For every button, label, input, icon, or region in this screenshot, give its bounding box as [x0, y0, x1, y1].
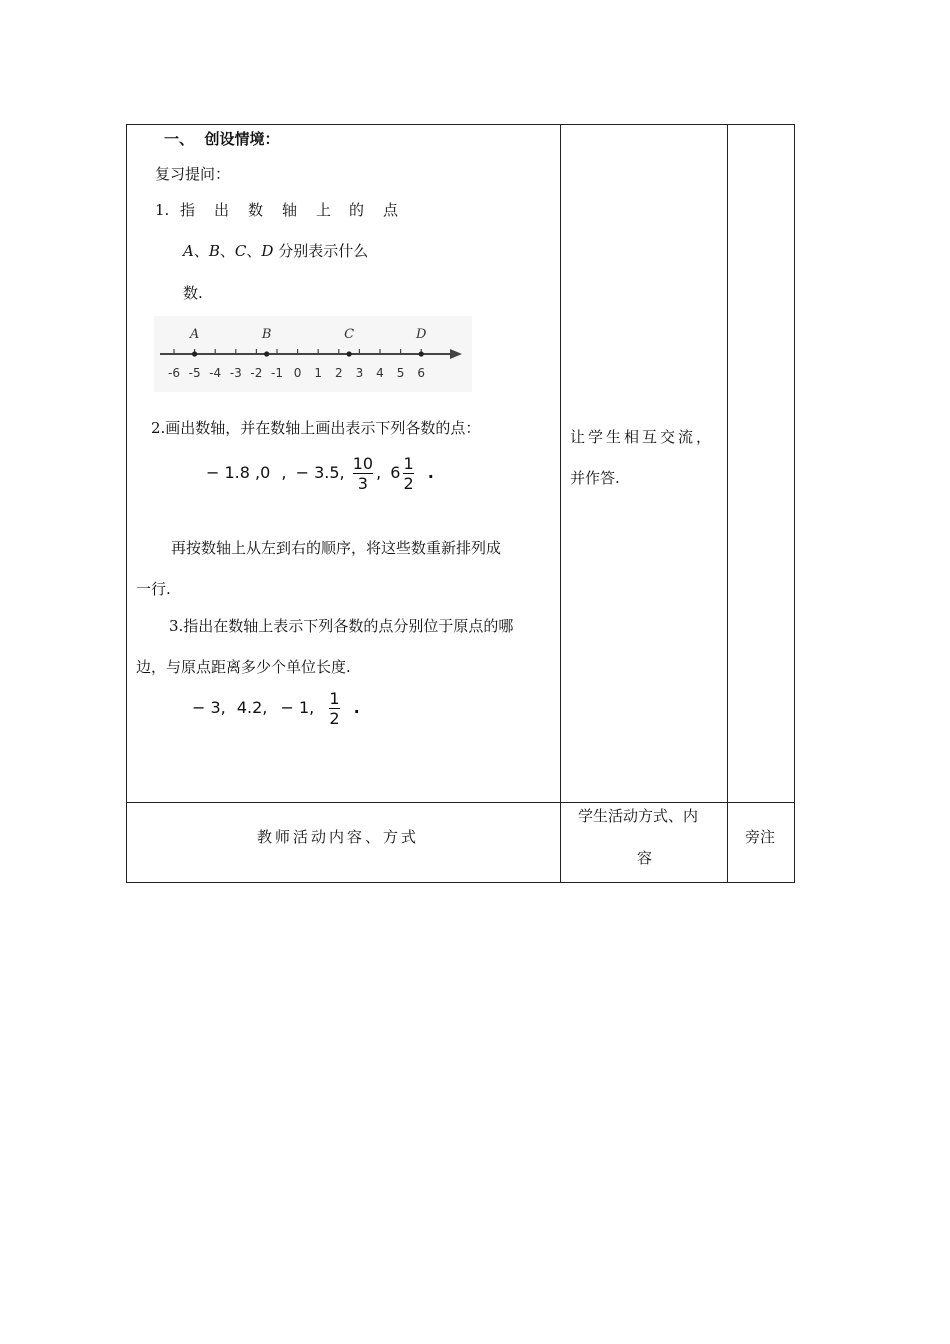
- review-prompt: 复习提问：: [155, 165, 231, 183]
- q1-char: 上: [316, 201, 332, 219]
- axis-tick-label: 6: [417, 366, 426, 380]
- q2-fraction-2: [403, 454, 413, 493]
- number-line-point: [192, 351, 197, 356]
- axis-tick-label: 2: [334, 366, 343, 380]
- q1-char: 指: [180, 201, 196, 219]
- q2-term: .: [427, 463, 434, 482]
- separator: 、: [246, 242, 262, 260]
- q3-fraction: [329, 689, 339, 728]
- q2-term: ,: [376, 463, 382, 482]
- q1-char: 的: [349, 201, 365, 219]
- student-note-line2: 并作答.: [570, 469, 620, 487]
- axis-tick-label: 4: [376, 366, 384, 380]
- number-line-point-label: C: [344, 327, 355, 342]
- q2-text: 2.画出数轴，并在数轴上画出表示下列各数的点：: [151, 419, 481, 437]
- footer-student-label-line2: 容: [637, 849, 653, 867]
- table-border-bottom: [126, 882, 795, 883]
- q2-term: ,: [281, 463, 287, 482]
- separator: 、: [219, 242, 235, 260]
- q2-term: − 3.5,: [295, 463, 345, 482]
- q3-term: 4.2,: [236, 698, 268, 717]
- q1-char: 数: [248, 201, 264, 219]
- point-b-label: B: [208, 242, 220, 260]
- q2-term: − 1.8: [206, 463, 250, 482]
- number-line-point: [419, 351, 424, 356]
- q1-char: 出: [214, 201, 230, 219]
- axis-tick-label: -4: [209, 366, 222, 380]
- q2-fraction-1: [353, 454, 373, 493]
- number-line-point: [347, 351, 352, 356]
- axis-tick-label: 0: [293, 366, 302, 380]
- axis-tick-label: 3: [355, 366, 364, 380]
- footer-student-label-line1: 学生活动方式、内: [578, 807, 699, 825]
- section-heading-text: 创设情境：: [204, 130, 280, 148]
- q1-line3: 数.: [183, 284, 203, 302]
- fraction-numerator: 10: [352, 454, 374, 473]
- number-line-point: [264, 351, 269, 356]
- teacher-content-cell: [126, 124, 560, 802]
- lesson-plan-table: [126, 124, 795, 883]
- axis-tick-label: -3: [229, 366, 242, 380]
- q2-expression: [206, 454, 434, 493]
- section-heading: [164, 129, 279, 149]
- table-border-col2: [727, 124, 728, 883]
- axis-tick-label: -5: [188, 366, 201, 380]
- number-line-point-label: D: [415, 327, 427, 342]
- q2-term: 6: [390, 463, 401, 482]
- student-note-line1: 让学生相互交流，: [570, 428, 715, 446]
- q1-number: 1.: [155, 201, 170, 219]
- fraction-denominator: 3: [357, 474, 368, 493]
- table-border-right: [794, 124, 795, 883]
- q3-term: .: [353, 698, 360, 717]
- point-a-label: A: [183, 242, 194, 260]
- fraction-denominator: 2: [329, 709, 340, 728]
- axis-tick-label: -6: [168, 366, 180, 380]
- fraction-numerator: 1: [329, 689, 340, 708]
- q3-term: − 3,: [192, 698, 226, 717]
- table-border-mid: [126, 802, 795, 803]
- q1-char: 轴: [282, 201, 298, 219]
- point-c-label: C: [234, 242, 247, 260]
- q3-line2: 边，与原点距离多少个单位长度.: [136, 658, 351, 676]
- section-heading-number: 一、: [164, 130, 195, 148]
- q3-line1: 3.指出在数轴上表示下列各数的点分别位于原点的哪: [169, 617, 514, 635]
- fraction-numerator: 1: [403, 454, 414, 473]
- axis-tick-label: 1: [314, 366, 323, 380]
- student-activity-cell: [560, 124, 727, 802]
- separator: 、: [193, 242, 209, 260]
- fraction-denominator: 2: [403, 474, 414, 493]
- point-d-label: D: [261, 242, 274, 260]
- q3-expression: [192, 689, 360, 728]
- number-line-figure: [154, 316, 472, 392]
- number-line-point-label: A: [189, 327, 200, 342]
- footer-teacher-label: 教师活动内容、方式: [257, 828, 420, 846]
- q1-line2-tail: 分别表示什么: [278, 242, 369, 260]
- q2-term: ,0: [255, 463, 271, 482]
- q1-char: 点: [383, 201, 399, 219]
- q1-line2: [183, 241, 368, 261]
- q3-term: − 1,: [280, 698, 315, 717]
- q2-order-line1: 再按数轴上从左到右的顺序，将这些数重新排列成: [171, 539, 502, 557]
- footer-notes-label: 旁注: [745, 828, 776, 846]
- axis-tick-label: -2: [250, 366, 263, 380]
- number-line-point-label: B: [261, 327, 272, 342]
- q2-order-line2: 一行.: [136, 580, 171, 598]
- axis-tick-label: -1: [271, 366, 283, 380]
- axis-tick-label: 5: [396, 366, 405, 380]
